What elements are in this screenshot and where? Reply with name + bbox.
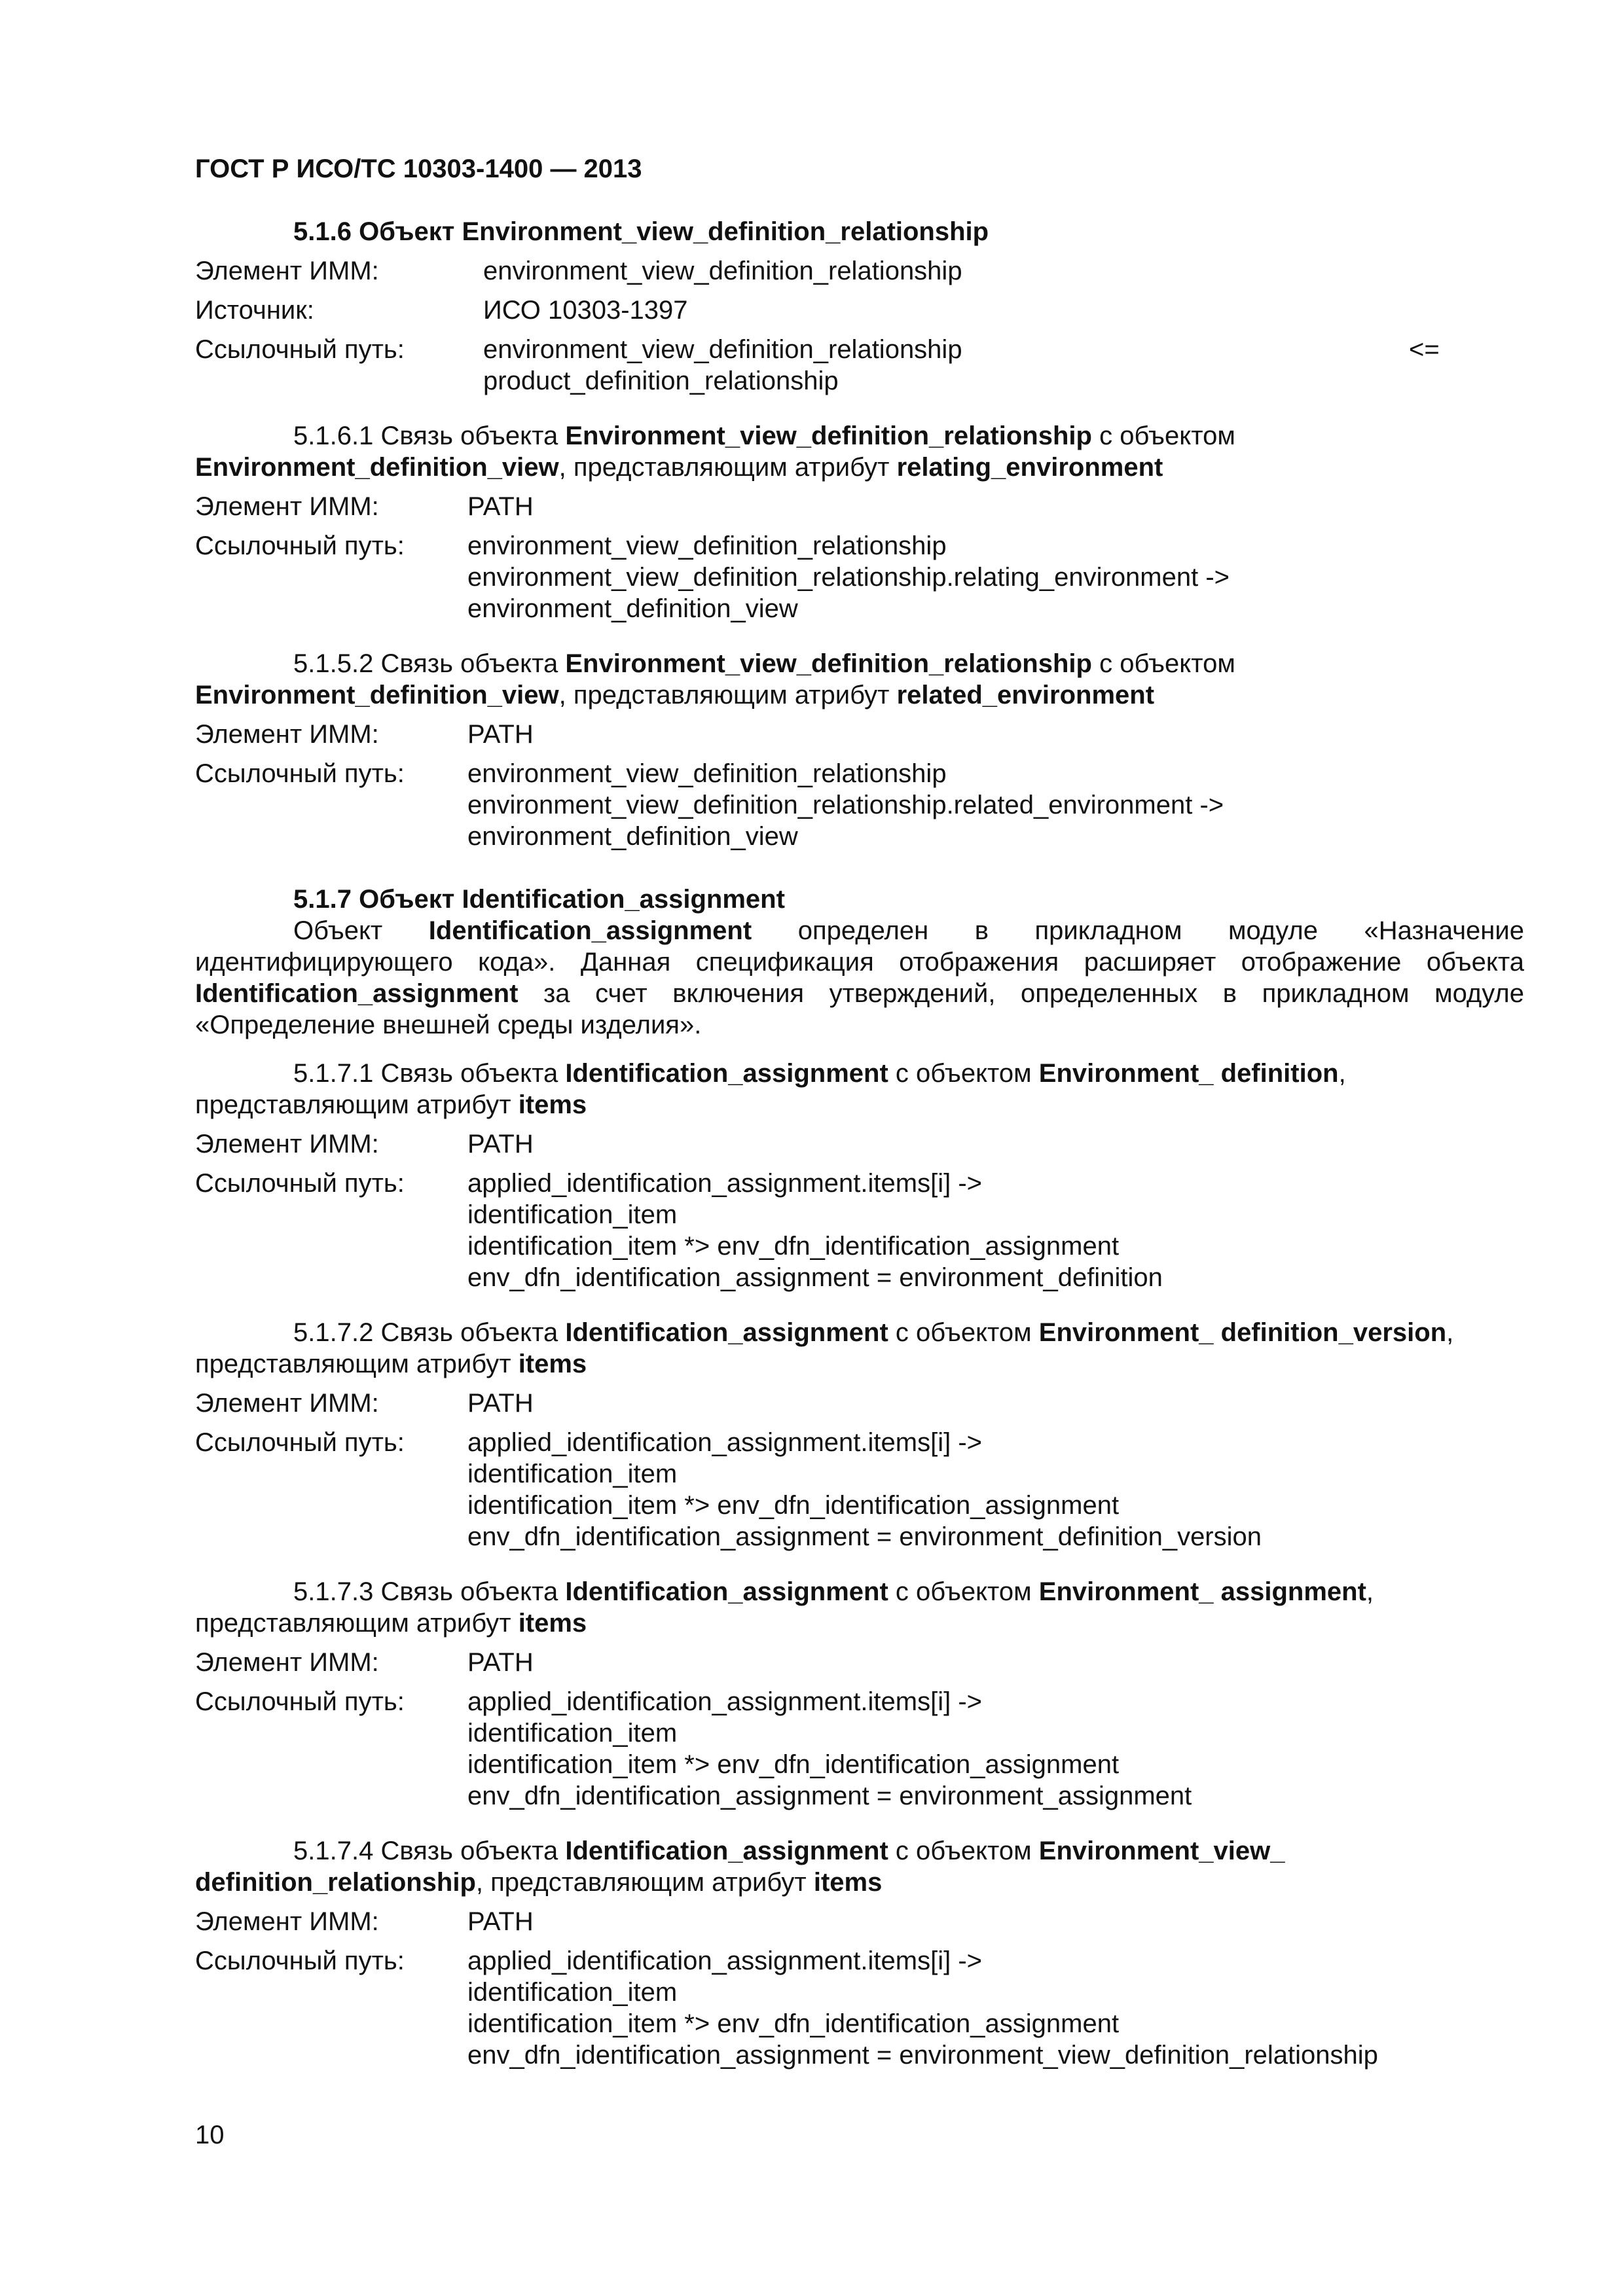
path-line: applied_identification_assignment.items[i] -> — [467, 1687, 982, 1716]
element-row-5-1-6-1 — [195, 491, 1524, 522]
element-value: PATH — [467, 1907, 534, 1936]
element-label: Элемент ИММ: — [195, 720, 379, 749]
path-line: identification_item — [467, 1978, 678, 2007]
path-line: product_definition_relationship — [483, 367, 839, 395]
subsection-5-1-7-1: 5.1.7.1 Связь объекта Identification_assignment с объектом Environment_ definition, представляющим атрибут items — [195, 1059, 1346, 1119]
subsection-5-1-7-4-cont: definition_relationship, представляющим атрибут items — [195, 1868, 883, 1897]
element-row-5-1-7-2 — [195, 1388, 1524, 1419]
element-label: Элемент ИММ: — [195, 1648, 379, 1677]
element-label: Элемент ИММ: — [195, 1130, 379, 1158]
element-value: PATH — [467, 1648, 534, 1677]
element-row-5-1-7-3 — [195, 1647, 1524, 1678]
path-row-5-1-7-1 — [195, 1168, 1524, 1293]
subsection-5-1-5-2: 5.1.5.2 Связь объекта Environment_view_definition_relationship с объектом Environment_definition_view, представляющим атрибут related_environment — [195, 649, 1235, 709]
path-line: applied_identification_assignment.items[i] -> — [467, 1428, 982, 1457]
element-row-5-1-6 — [195, 255, 1524, 287]
path-row-5-1-7-2 — [195, 1427, 1524, 1552]
element-value: PATH — [467, 1130, 534, 1158]
path-line: applied_identification_assignment.items[i] -> — [467, 1946, 982, 1975]
element-label: Элемент ИММ: — [195, 1389, 379, 1418]
path-label: Ссылочный путь: — [195, 1428, 405, 1457]
element-row-5-1-5-2 — [195, 719, 1524, 750]
element-row-5-1-7-4 — [195, 1906, 1524, 1937]
path-line: env_dfn_identification_assignment = environment_assignment — [467, 1782, 1192, 1810]
subsection-5-1-7-3: 5.1.7.3 Связь объекта Identification_assignment с объектом Environment_ assignment, представляющим атрибут items — [195, 1577, 1374, 1638]
path-line: applied_identification_assignment.items[i] -> — [467, 1169, 982, 1198]
path-row-5-1-6-1 — [195, 530, 1524, 624]
document-header: ГОСТ Р ИСО/ТС 10303-1400 — 2013 — [195, 154, 642, 183]
path-line: environment_view_definition_relationship.relating_environment -> — [467, 563, 1230, 592]
element-value: PATH — [467, 1389, 534, 1418]
path-line: identification_item *> env_dfn_identification_assignment — [467, 1232, 1120, 1261]
element-value: environment_view_definition_relationship — [483, 257, 962, 285]
path-line: environment_view_definition_relationship.related_environment -> — [467, 791, 1224, 819]
path-label: Ссылочный путь: — [195, 1687, 405, 1716]
path-row-5-1-6 — [195, 334, 1524, 397]
element-label: Элемент ИММ: — [195, 1907, 379, 1936]
page-number: 10 — [195, 2121, 225, 2149]
subsection-5-1-7-4: 5.1.7.4 Связь объекта Identification_assignment с объектом Environment_view_ — [293, 1837, 1285, 1865]
path-line: environment_definition_view — [467, 822, 798, 851]
source-value: ИСО 10303-1397 — [483, 296, 688, 325]
path-line: identification_item *> env_dfn_identification_assignment — [467, 2009, 1120, 2038]
path-row-5-1-7-4 — [195, 1945, 1524, 2071]
source-label: Источник: — [195, 296, 314, 325]
subsection-5-1-7-2: 5.1.7.2 Связь объекта Identification_assignment с объектом Environment_ definition_version, представляющим атрибут items — [195, 1318, 1454, 1378]
element-label: Элемент ИММ: — [195, 492, 379, 521]
path-label: Ссылочный путь: — [195, 1169, 405, 1198]
element-value: PATH — [467, 720, 534, 749]
path-line: environment_view_definition_relationship — [467, 759, 947, 788]
section-title-5-1-7: 5.1.7 Объект Identification_assignment — [293, 885, 785, 914]
path-label: Ссылочный путь: — [195, 531, 405, 560]
path-label: Ссылочный путь: — [195, 759, 405, 788]
path-row-5-1-5-2 — [195, 758, 1524, 852]
path-label: Ссылочный путь: — [195, 1946, 405, 1975]
element-value: PATH — [467, 492, 534, 521]
path-line: environment_view_definition_relationship — [483, 335, 962, 364]
paragraph-5-1-7: Объект Identification_assignment определен в прикладном модуле «Назначение идентифицирующего кода». Данная спецификация отображения расширяет отображение объекта Identification_assignment за счет включения утверждений, определенных в прикладном модуле «Определение внешней среды изделия». — [195, 916, 1524, 1039]
path-line: environment_definition_view — [467, 594, 798, 623]
subsection-5-1-6-1: 5.1.6.1 Связь объекта Environment_view_definition_relationship с объектом Environment_definition_view, представляющим атрибут relating_environment — [195, 422, 1235, 482]
path-line: env_dfn_identification_assignment = environment_view_definition_relationship — [467, 2041, 1378, 2070]
path-row-5-1-7-3 — [195, 1686, 1524, 1812]
path-label: Ссылочный путь: — [195, 335, 405, 364]
path-arrow: <= — [1409, 335, 1440, 364]
document-body — [195, 216, 1524, 2071]
path-line: env_dfn_identification_assignment = environment_definition_version — [467, 1522, 1262, 1551]
path-line: env_dfn_identification_assignment = environment_definition — [467, 1263, 1163, 1292]
source-row-5-1-6 — [195, 295, 1524, 326]
element-label: Элемент ИММ: — [195, 257, 379, 285]
path-line: identification_item — [467, 1200, 678, 1229]
section-title-5-1-6: 5.1.6 Объект Environment_view_definition_relationship — [293, 217, 989, 246]
path-line: identification_item — [467, 1719, 678, 1748]
path-line: environment_view_definition_relationship — [467, 531, 947, 560]
path-line: identification_item — [467, 1460, 678, 1488]
path-line: identification_item *> env_dfn_identification_assignment — [467, 1750, 1120, 1779]
element-row-5-1-7-1 — [195, 1128, 1524, 1160]
path-line: identification_item *> env_dfn_identification_assignment — [467, 1491, 1120, 1520]
